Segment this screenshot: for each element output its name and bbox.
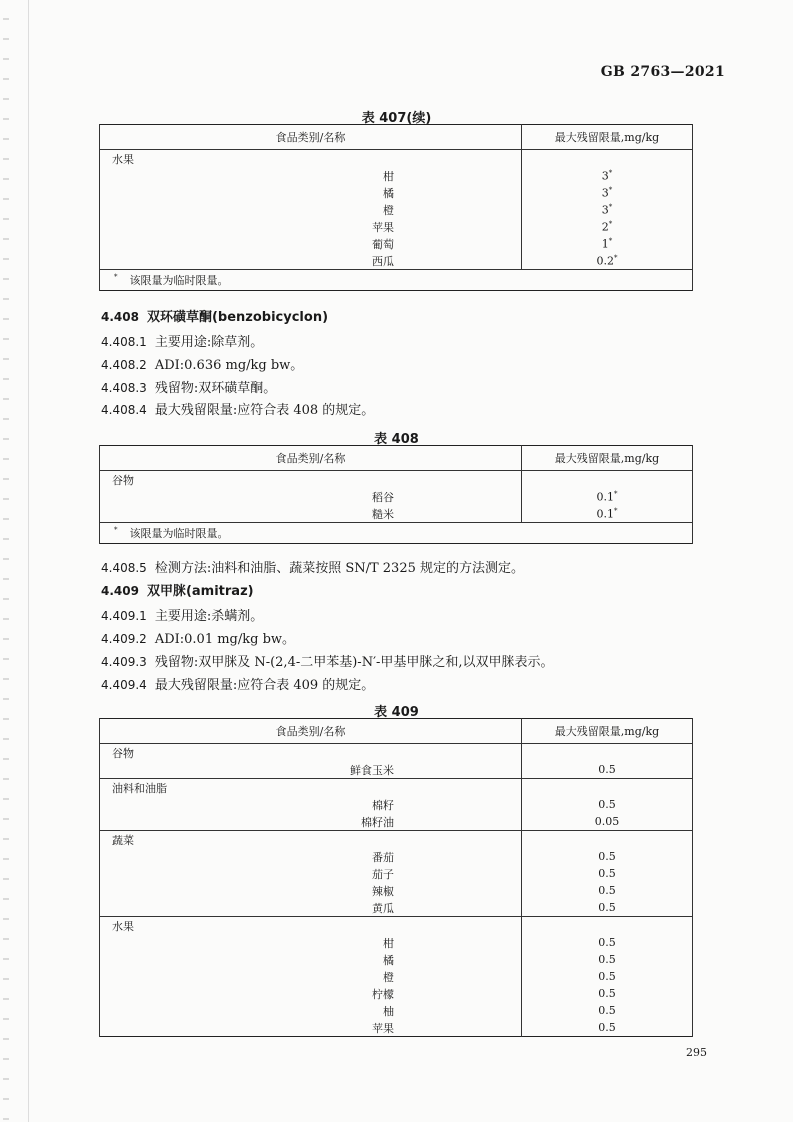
category-row: [100, 917, 693, 935]
table-row: [100, 813, 693, 831]
table-408-caption: 表 408: [374, 432, 419, 447]
category-name: 谷物: [100, 744, 522, 762]
category-row: [100, 150, 693, 168]
category-name: 谷物: [100, 471, 522, 489]
food-name: 茄子: [372, 867, 394, 881]
table-row: [100, 899, 693, 917]
table-row: [100, 761, 693, 779]
temporary-limit-mark: *: [608, 168, 613, 177]
page-number: 295: [686, 1046, 707, 1059]
table-408: [99, 445, 693, 544]
table-header-row: [100, 719, 693, 744]
table-row: [100, 865, 693, 882]
table-row: [100, 184, 693, 201]
food-name: 稻谷: [372, 490, 394, 504]
mrl-value: 3: [601, 203, 609, 217]
food-name: 辣椒: [372, 884, 394, 898]
food-name: 黄瓜: [372, 901, 394, 915]
food-name: 糙米: [372, 507, 394, 521]
mrl-value: 0.5: [598, 798, 616, 811]
table-row: [100, 796, 693, 813]
mrl-value: 3: [601, 186, 609, 200]
category-row: [100, 744, 693, 762]
temporary-limit-mark: *: [608, 219, 613, 228]
food-name: 柑: [383, 169, 394, 183]
mrl-value: 0.5: [598, 850, 616, 863]
section-4409-2: 4.409.2 ADI:0.01 mg/kg bw。: [101, 632, 296, 647]
note-mark: *: [114, 273, 118, 282]
temporary-limit-mark: *: [608, 185, 613, 194]
mrl-value: 0.5: [598, 1004, 616, 1017]
mrl-value: 3: [601, 169, 609, 183]
margin-line: [28, 0, 29, 1122]
section-4408-2: 4.408.2 ADI:0.636 mg/kg bw。: [101, 358, 304, 373]
section-4408-5: 4.408.5 检测方法:油料和油脂、蔬菜按照 SN/T 2325 规定的方法测定。: [101, 561, 525, 576]
note-text: 该限量为临时限量。: [129, 527, 229, 540]
food-name: 鲜食玉米: [350, 763, 394, 777]
food-name: 番茄: [372, 850, 394, 864]
table-row: [100, 882, 693, 899]
table-note-row: [100, 523, 693, 544]
category-row: [100, 831, 693, 849]
mrl-value: 0.5: [598, 901, 616, 914]
category-name: 蔬菜: [100, 831, 522, 849]
food-name: 西瓜: [372, 254, 394, 268]
food-name: 棉籽油: [361, 815, 394, 829]
mrl-value: 0.5: [598, 763, 616, 776]
temporary-limit-mark: *: [614, 489, 618, 498]
food-name: 苹果: [372, 220, 394, 234]
note-mark: *: [114, 526, 118, 535]
section-4408-heading: 4.408 双环磺草酮(benzobicyclon): [101, 310, 329, 325]
food-name: 柚: [383, 1004, 394, 1018]
category-row: [100, 471, 693, 489]
food-name: 柑: [383, 936, 394, 950]
mrl-value: 2: [601, 220, 609, 234]
section-4409-4: 4.409.4 最大残留限量:应符合表 409 的规定。: [101, 678, 375, 693]
food-name: 葡萄: [372, 237, 394, 251]
table-row: [100, 1019, 693, 1037]
mrl-value: 0.5: [598, 884, 616, 897]
table-row: [100, 218, 693, 235]
temporary-limit-mark: *: [608, 202, 613, 211]
table-row: [100, 252, 693, 270]
header-mrl: 最大残留限量,mg/kg: [522, 125, 693, 150]
note-text: 该限量为临时限量。: [129, 274, 229, 287]
category-row: [100, 779, 693, 797]
food-name: 橘: [383, 953, 394, 967]
category-name: 水果: [100, 150, 522, 168]
food-name: 棉籽: [372, 798, 394, 812]
header-category: 食品类别/名称: [100, 446, 522, 471]
temporary-limit-mark: *: [614, 253, 618, 262]
header-category: 食品类别/名称: [100, 719, 522, 744]
food-name: 柠檬: [372, 987, 394, 1001]
table-row: [100, 235, 693, 252]
table-row: [100, 488, 693, 505]
mrl-value: 0.1: [596, 490, 614, 504]
section-4408-1: 4.408.1 主要用途:除草剂。: [101, 335, 264, 350]
mrl-value: 0.5: [598, 936, 616, 949]
section-4408-3: 4.408.3 残留物:双环磺草酮。: [101, 381, 277, 396]
table-note-row: [100, 270, 693, 291]
table-row: [100, 505, 693, 523]
standard-code: GB 2763—2021: [600, 64, 725, 80]
table-header-row: [100, 446, 693, 471]
table-row: [100, 848, 693, 865]
header-mrl: 最大残留限量,mg/kg: [522, 446, 693, 471]
table-row: [100, 934, 693, 951]
category-name: 油料和油脂: [100, 779, 522, 797]
mrl-value: 1: [601, 237, 609, 251]
food-name: 橙: [383, 970, 394, 984]
mrl-value: 0.5: [598, 1021, 616, 1034]
header-category: 食品类别/名称: [100, 125, 522, 150]
mrl-value: 0.5: [598, 953, 616, 966]
section-4408-4: 4.408.4 最大残留限量:应符合表 408 的规定。: [101, 403, 375, 418]
binding-holes: [3, 0, 9, 1122]
table-row: [100, 968, 693, 985]
header-mrl: 最大残留限量,mg/kg: [522, 719, 693, 744]
table-409: [99, 718, 693, 1037]
mrl-value: 0.5: [598, 867, 616, 880]
table-header-row: [100, 125, 693, 150]
section-4409-1: 4.409.1 主要用途:杀螨剂。: [101, 609, 264, 624]
temporary-limit-mark: *: [608, 236, 613, 245]
table-row: [100, 201, 693, 218]
category-name: 水果: [100, 917, 522, 935]
temporary-limit-mark: *: [614, 506, 618, 515]
mrl-value: 0.5: [598, 987, 616, 1000]
table-row: [100, 1002, 693, 1019]
food-name: 橘: [383, 186, 394, 200]
mrl-value: 0.1: [596, 507, 614, 521]
table-row: [100, 167, 693, 184]
table-409-caption: 表 409: [374, 705, 419, 720]
table-row: [100, 985, 693, 1002]
food-name: 苹果: [372, 1021, 394, 1035]
table-row: [100, 951, 693, 968]
section-4409-heading: 4.409 双甲脒(amitraz): [101, 584, 254, 599]
food-name: 橙: [383, 203, 394, 217]
mrl-value: 0.5: [598, 970, 616, 983]
table-407-caption: 表 407(续): [361, 111, 432, 126]
mrl-value: 0.05: [594, 815, 620, 828]
section-4409-3: 4.409.3 残留物:双甲脒及 N-(2,4-二甲苯基)-N′-甲基甲脒之和,以双甲脒表示。: [101, 655, 554, 670]
mrl-value: 0.2: [596, 254, 614, 268]
table-407: [99, 124, 693, 291]
